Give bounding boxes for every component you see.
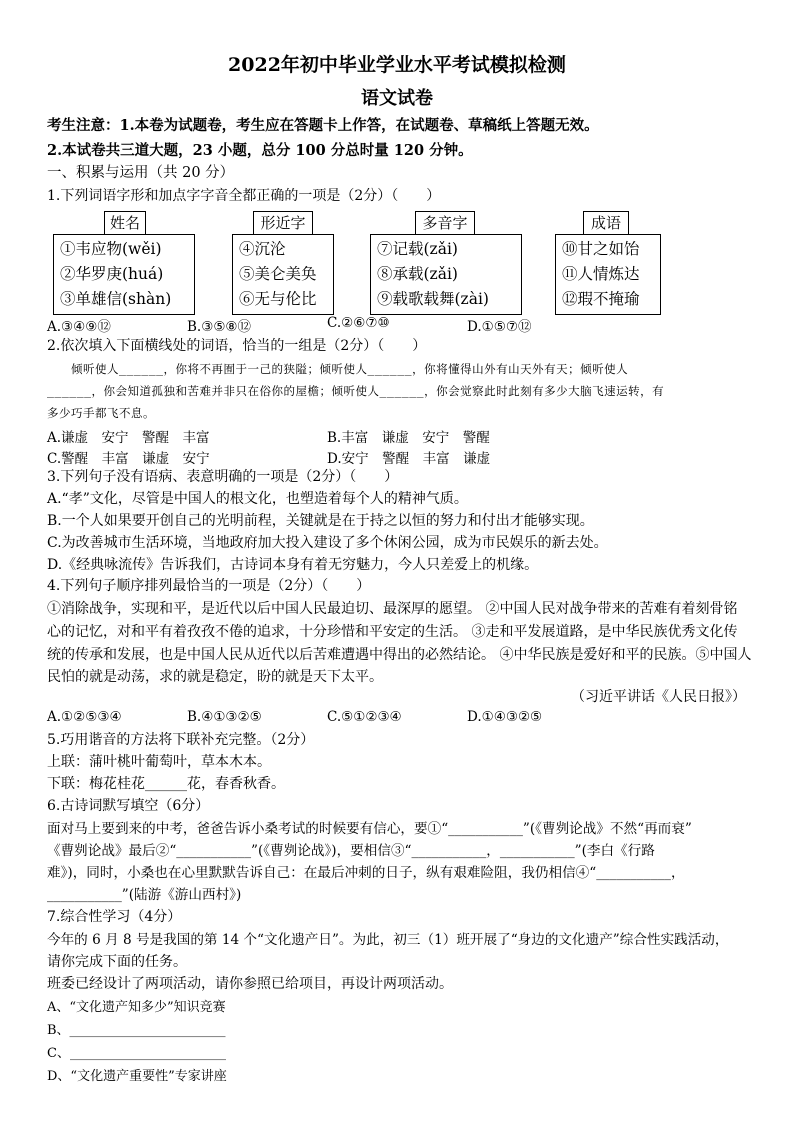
notice-line-1: 考生注意：1.本卷为试题卷，考生应在答题卡上作答，在试题卷、草稿纸上答题无效。 — [47, 117, 599, 134]
exam-title: 2022年初中毕业学业水平考试模拟检测 — [228, 54, 566, 76]
group-item: ⑪人情炼达 — [562, 265, 640, 283]
exam-subtitle: 语文试卷 — [361, 88, 433, 109]
group-item: ⑤美仑美奂 — [239, 265, 317, 283]
q6-line: 《曹刿论战》最后②“___________”(《曹刿论战》)，要相信③“___________，___________”(李白《行路 — [47, 843, 655, 859]
group-item: ②华罗庚(huá) — [60, 265, 164, 283]
q2-stem: 2.依次填入下面横线处的词语，恰当的一组是（2分）（ ） — [47, 338, 427, 354]
q2-option-d: D.安宁 警醒 丰富 谦虚 — [327, 451, 491, 467]
q4-passage-line: ①消除战争，实现和平，是近代以后中国人民最迫切、最深厚的愿望。 ②中国人民对战争带来的苦难有着刻骨铭 — [47, 601, 738, 617]
group-item: ④沉沦 — [239, 240, 286, 258]
q7-activity-c[interactable]: C、________________________ — [47, 1046, 226, 1061]
q4-passage-line: 统的传承和发展，也是中国人民从近代以后苦难遭遇中得出的必然结论。 ④中华民族是爱好和平的民族。⑤中国人 — [47, 647, 752, 663]
group-item: ①韦应物(wěi) — [60, 240, 162, 258]
q3-option-d: D.《经典咏流传》告诉我们，古诗词本身有着无穷魅力，今人只差爱上的机缘。 — [47, 557, 539, 573]
group-item: ⑨载歌载舞(zài) — [377, 290, 489, 308]
q4-stem: 4.下列句子顺序排列最恰当的一项是（2分）（ ） — [47, 578, 371, 594]
group-box — [53, 234, 195, 315]
q2-option-a: A.谦虚 安宁 警醒 丰富 — [47, 430, 210, 446]
group-head: 成语 — [583, 211, 629, 235]
q2-option-c: C.警醒 丰富 谦虚 安宁 — [47, 451, 210, 467]
q1-option-c: C.②⑥⑦⑩ — [327, 315, 390, 331]
q1-option-d: D.①⑤⑦⑫ — [467, 319, 532, 335]
q5-stem: 5.巧用谐音的方法将下联补充完整。（2分） — [47, 732, 315, 748]
group-box — [232, 234, 334, 315]
group-item: ⑫瑕不掩瑜 — [562, 290, 640, 308]
q7-line: 请你完成下面的任务。 — [47, 954, 187, 970]
q7-line: 班委已经设计了两项活动，请你参照已给项目，再设计两项活动。 — [47, 976, 453, 992]
q5-lower-couplet: 下联：梅花桂花______花，春香秋香。 — [47, 776, 285, 792]
q4-passage-line: 心的记忆，对和平有着孜孜不倦的追求，十分珍惜和平安定的生活。 ③走和平发展道路，是中华民族优秀文化传 — [47, 624, 738, 640]
q4-source: （习近平讲话《人民日报》） — [571, 689, 746, 705]
q4-option-a: A.①②⑤③④ — [47, 709, 122, 725]
group-item: ③单雄信(shàn) — [60, 290, 172, 308]
q3-option-a: A.“孝”文化，尽管是中国人的根文化，也塑造着每个人的精神气质。 — [47, 491, 468, 507]
group-item: ⑦记载(zǎi) — [377, 240, 458, 258]
notice-line-2: 2.本试卷共三道大题，23 小题，总分 100 分总时量 120 分钟。 — [47, 142, 473, 159]
q7-activity-d: D、“文化遗产重要性”专家讲座 — [47, 1069, 227, 1084]
q2-passage-line: ______，你会知道孤独和苦难并非只在俗你的屋檐；倾听使人______，你会觉察此时此刻有多少大脑飞速运转，有 — [47, 384, 665, 398]
q5-upper-couplet: 上联：蒲叶桃叶葡萄叶，草本木本。 — [47, 754, 271, 770]
q7-activity-a: A、“文化遗产知多少”知识竞赛 — [47, 1000, 226, 1015]
q4-option-b: B.④①③②⑤ — [187, 709, 262, 725]
q2-passage-line: 倾听使人______，你将不再囿于一己的狭隘；倾听使人______，你将懂得山外有山天外有天；倾听使人 — [47, 362, 629, 376]
group-head: 多音字 — [415, 211, 475, 235]
q4-option-d: D.①④③②⑤ — [467, 709, 543, 725]
q3-option-b: B.一个人如果要开创自己的光明前程，关键就是在于持之以恒的努力和付出才能够实现。 — [47, 513, 594, 529]
q6-line: 面对马上要到来的中考，爸爸告诉小桑考试的时候要有信心，要①“___________”(《曹刿论战》不然“再而衰” — [47, 821, 692, 837]
q7-line: 今年的 6 月 8 号是我国的第 14 个“文化遗产日”。为此，初三（1）班开展了“身边的文化遗产”综合性实践活动， — [47, 932, 729, 948]
group-item: ⑩甘之如饴 — [562, 240, 640, 258]
q7-activity-b[interactable]: B、________________________ — [47, 1023, 226, 1038]
q7-stem: 7.综合性学习（4分） — [47, 909, 182, 925]
q2-passage-line: 多少巧手都飞不息。 — [47, 406, 155, 420]
q1-stem: 1.下列词语字形和加点字字音全都正确的一项是（2分）（ ） — [47, 188, 441, 204]
q6-line: 难》)，同时，小桑也在心里默默告诉自己：在最后冲刺的日子，纵有艰难险阻，我仍相信④“___________， — [47, 865, 685, 881]
q3-option-c: C.为改善城市生活环境，当地政府加大投入建设了多个休闲公园，成为市民娱乐的新去处。 — [47, 535, 608, 551]
q6-stem: 6.古诗词默写填空（6分） — [47, 798, 210, 814]
q2-option-b: B.丰富 谦虚 安宁 警醒 — [327, 430, 490, 446]
section-heading: 一、积累与运用（共 20 分） — [47, 165, 235, 181]
group-item: ⑥无与伦比 — [239, 290, 317, 308]
group-item: ⑧承载(zǎi) — [377, 265, 458, 283]
group-box — [555, 234, 661, 315]
q4-option-c: C.⑤①②③④ — [327, 709, 402, 725]
q3-stem: 3.下列句子没有语病、表意明确的一项是（2分）（ ） — [47, 469, 399, 485]
group-head: 形近字 — [253, 211, 313, 235]
q6-line: ___________”(陆游《游山西村》) — [47, 887, 242, 903]
q1-option-a: A.③④⑨⑫ — [47, 319, 111, 335]
group-box — [370, 234, 522, 315]
q1-option-b: B.③⑤⑧⑫ — [187, 319, 252, 335]
group-head: 姓名 — [104, 211, 146, 235]
q4-passage-line: 民怕的就是动荡，求的就是稳定，盼的就是天下太平。 — [47, 669, 383, 685]
